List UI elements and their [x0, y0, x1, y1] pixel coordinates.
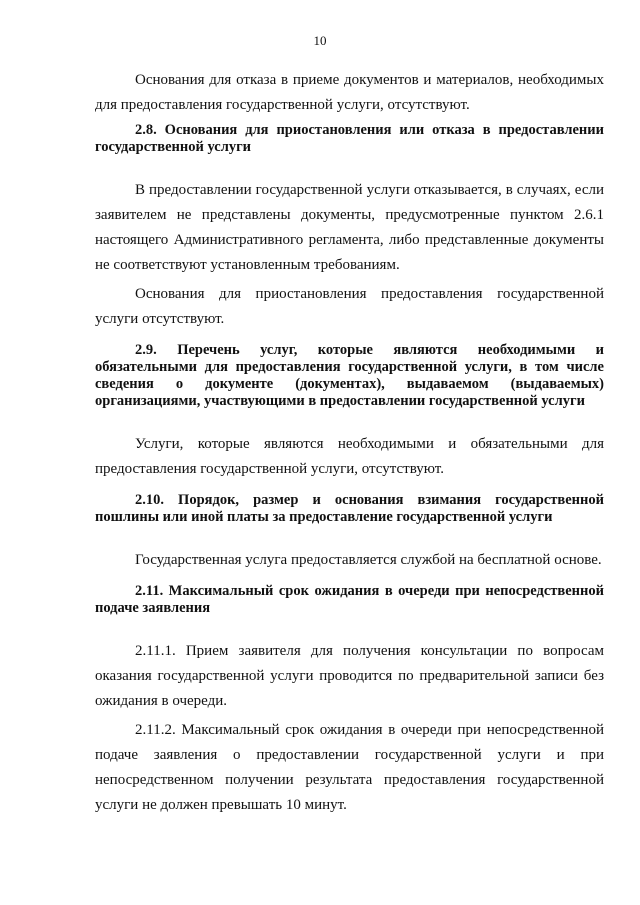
- paragraph-2-11-2: 2.11.2. Максимальный срок ожидания в очереди при непосредственной подаче заявления о предоставлении государственной услуги и при непосредственном получении результата предоставления государственной услуги не должен превышать 10 минут.: [95, 722, 604, 813]
- heading-2-9: 2.9. Перечень услуг, которые являются необходимыми и обязательными для предоставления государственной услуги, в том числе сведения о документе (документах), выдаваемом (выдаваемых) организациями, участвующими в предоставлении государственной услуги: [95, 342, 604, 409]
- heading-2-10: 2.10. Порядок, размер и основания взимания государственной пошлины или иной платы за предоставление государственной услуги: [95, 492, 604, 525]
- heading-2-8: 2.8. Основания для приостановления или отказа в предоставлении государственной услуги: [95, 122, 604, 155]
- document-body: [95, 68, 604, 818]
- paragraph-refusal-cases: В предоставлении государственной услуги отказывается, в случаях, если заявителем не представлены документы, предусмотренные пунктом 2.6.1 настоящего Административного регламента, либо представленные документы не соответствуют установленным требованиям.: [95, 182, 604, 273]
- paragraph-refusal-grounds: Основания для отказа в приеме документов и материалов, необходимых для предоставления государственной услуги, отсутствуют.: [95, 72, 604, 113]
- paragraph-free-service: Государственная услуга предоставляется службой на бесплатной основе.: [135, 552, 602, 568]
- paragraph-2-11-1: 2.11.1. Прием заявителя для получения консультации по вопросам оказания государственной услуги проводится по предварительной записи без ожидания в очереди.: [95, 643, 604, 709]
- paragraph-suspension: Основания для приостановления предоставления государственной услуги отсутствуют.: [95, 286, 604, 327]
- heading-2-11: 2.11. Максимальный срок ожидания в очереди при непосредственной подаче заявления: [95, 583, 604, 616]
- page-number: 10: [313, 33, 327, 48]
- paragraph-required-services: Услуги, которые являются необходимыми и обязательными для предоставления государственной услуги, отсутствуют.: [95, 436, 604, 477]
